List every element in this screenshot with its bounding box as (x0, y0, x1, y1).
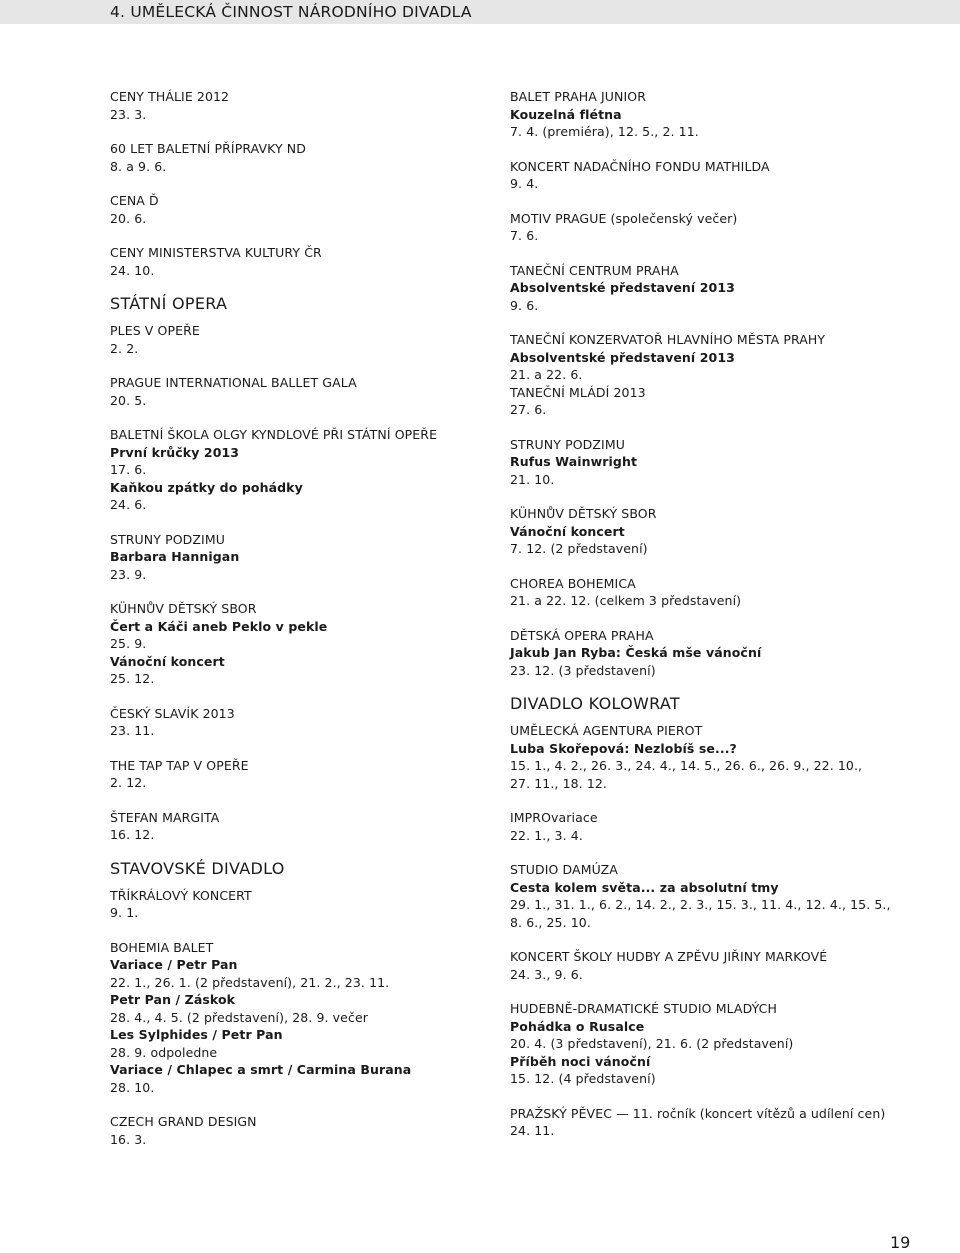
event-date: 2. 12. (110, 775, 147, 790)
event-title: TŘÍKRÁLOVÝ KONCERT (110, 887, 252, 903)
event-date: 23. 3. (110, 106, 147, 122)
event-date: 28. 4., 4. 5. (2 představení), 28. 9. večer (110, 1009, 368, 1025)
event-date: 16. 12. (110, 827, 155, 842)
event-title: CENY MINISTERSTVA KULTURY ČR (110, 245, 322, 260)
event-title: TANEČNÍ KONZERVATOŘ HLAVNÍHO MĚSTA PRAHY (510, 332, 826, 347)
event-program: Vánoční koncert (110, 653, 225, 669)
event-title: KÜHNŮV DĚTSKÝ SBOR (110, 601, 257, 616)
event-title: TANEČNÍ MLÁDÍ 2013 (510, 384, 646, 400)
event-date: 20. 5. (110, 392, 147, 408)
event-title: STRUNY PODZIMU (510, 436, 625, 452)
event-title: ČESKÝ SLAVÍK 2013 (110, 705, 235, 721)
event-date: 15. 1., 4. 2., 26. 3., 24. 4., 14. 5., 26. 6., 26. 9., 22. 10., (510, 758, 863, 773)
event-title: BALETNÍ ŠKOLA OLGY KYNDLOVÉ PŘI STÁTNÍ OPEŘE (110, 427, 438, 442)
event-date: 24. 10. (110, 262, 155, 278)
event-title: BOHEMIA BALET (110, 939, 214, 955)
event-program: Kouzelná flétna (510, 106, 622, 122)
event-program: Variace / Petr Pan (110, 957, 238, 972)
event-title: CZECH GRAND DESIGN (110, 1114, 257, 1129)
event-title: BALET PRAHA JUNIOR (510, 89, 646, 104)
event-date: 28. 9. odpoledne (110, 1044, 218, 1060)
event-date: 22. 1., 3. 4. (510, 827, 583, 843)
event-date: 22. 1., 26. 1. (2 představení), 21. 2., 23. 11. (110, 974, 390, 990)
event-program: První krůčky 2013 (110, 444, 240, 460)
venue-heading: STAVOVSKÉ DIVADLO (110, 858, 285, 878)
event-title: 60 LET BALETNÍ PŘÍPRAVKY ND (110, 141, 306, 156)
event-title: DĚTSKÁ OPERA PRAHA (510, 627, 654, 643)
event-program: Absolventské představení 2013 (510, 349, 735, 365)
event-date: 21. a 22. 12. (celkem 3 představení) (510, 593, 742, 608)
event-program: Kaňkou zpátky do pohádky (110, 479, 303, 495)
event-title: CENY THÁLIE 2012 (110, 89, 230, 104)
venue-heading: STÁTNÍ OPERA (110, 294, 228, 313)
event-title: CHOREA BOHEMICA (510, 575, 636, 591)
event-title: KONCERT NADAČNÍHO FONDU MATHILDA (510, 158, 770, 174)
page-number: 19 (890, 1233, 911, 1252)
event-program: Rufus Wainwright (510, 454, 638, 469)
event-date: 9. 1. (110, 905, 139, 920)
event-date: 9. 6. (510, 297, 539, 313)
event-date: 8. 6., 25. 10. (510, 914, 591, 930)
venue-heading: DIVADLO KOLOWRAT (510, 694, 680, 713)
event-title: ŠTEFAN MARGITA (110, 809, 220, 825)
event-title: MOTIV PRAGUE (společenský večer) (510, 210, 738, 226)
event-date: 25. 9. (110, 636, 147, 651)
event-date: 24. 11. (510, 1123, 555, 1138)
chapter-header (0, 0, 960, 24)
event-title: PRAGUE INTERNATIONAL BALLET GALA (110, 375, 357, 390)
event-title: PRAŽSKÝ PĚVEC — 11. ročník (koncert vítězů a udílení cen) (510, 1105, 886, 1121)
event-program: Les Sylphides / Petr Pan (110, 1027, 283, 1042)
event-date: 17. 6. (110, 462, 147, 477)
event-program: Pohádka o Rusalce (510, 1018, 645, 1034)
event-date: 29. 1., 31. 1., 6. 2., 14. 2., 2. 3., 15. 3., 11. 4., 12. 4., 15. 5., (510, 897, 891, 912)
event-date: 16. 3. (110, 1131, 147, 1147)
event-title: STRUNY PODZIMU (110, 531, 225, 547)
event-date: 21. a 22. 6. (510, 367, 583, 382)
event-title: IMPROvariace (510, 810, 598, 825)
event-date: 9. 4. (510, 176, 539, 191)
event-date: 23. 9. (110, 566, 147, 582)
event-title: KONCERT ŠKOLY HUDBY A ZPĚVU JIŘINY MARKOVÉ (510, 949, 828, 964)
event-title: KÜHNŮV DĚTSKÝ SBOR (510, 506, 657, 521)
chapter-title: 4. UMĚLECKÁ ČINNOST NÁRODNÍHO DIVADLA (110, 3, 472, 21)
event-title: TANEČNÍ CENTRUM PRAHA (510, 262, 679, 278)
event-date: 28. 10. (110, 1079, 155, 1095)
right-column (510, 88, 910, 1140)
event-date: 8. a 9. 6. (110, 158, 167, 174)
event-program: Petr Pan / Záskok (110, 992, 236, 1007)
event-date: 27. 11., 18. 12. (510, 775, 608, 791)
event-date: 25. 12. (110, 671, 155, 686)
event-program: Barbara Hannigan (110, 549, 240, 564)
left-column (110, 88, 480, 1148)
event-program: Absolventské představení 2013 (510, 280, 735, 295)
event-program: Čert a Káči aneb Peklo v pekle (110, 618, 328, 634)
event-title: UMĚLECKÁ AGENTURA PIEROT (510, 723, 703, 738)
event-title: PLES V OPEŘE (110, 323, 200, 338)
event-date: 23. 12. (3 představení) (510, 662, 656, 678)
event-date: 27. 6. (510, 402, 547, 417)
event-date: 15. 12. (4 představení) (510, 1071, 656, 1086)
event-title: CENA Ď (110, 193, 159, 208)
event-date: 24. 6. (110, 497, 147, 512)
event-date: 23. 11. (110, 723, 155, 738)
event-program: Příběh noci vánoční (510, 1053, 651, 1069)
event-date: 7. 12. (2 představení) (510, 541, 648, 556)
event-date: 2. 2. (110, 340, 139, 356)
event-title: STUDIO DAMÚZA (510, 862, 618, 877)
event-date: 7. 6. (510, 228, 539, 243)
event-date: 21. 10. (510, 471, 555, 487)
event-title: THE TAP TAP V OPEŘE (110, 757, 249, 773)
event-date: 7. 4. (premiéra), 12. 5., 2. 11. (510, 124, 699, 139)
event-program: Variace / Chlapec a smrt / Carmina Burana (110, 1062, 412, 1077)
event-program: Vánoční koncert (510, 523, 625, 539)
event-title: HUDEBNĚ-DRAMATICKÉ STUDIO MLADÝCH (510, 1001, 777, 1016)
event-date: 24. 3., 9. 6. (510, 966, 583, 982)
event-date: 20. 6. (110, 210, 147, 226)
event-date: 20. 4. (3 představení), 21. 6. (2 představení) (510, 1036, 794, 1051)
event-program: Cesta kolem světa... za absolutní tmy (510, 879, 779, 895)
event-program: Jakub Jan Ryba: Česká mše vánoční (510, 645, 762, 660)
event-program: Luba Skořepová: Nezlobíš se...? (510, 740, 737, 756)
